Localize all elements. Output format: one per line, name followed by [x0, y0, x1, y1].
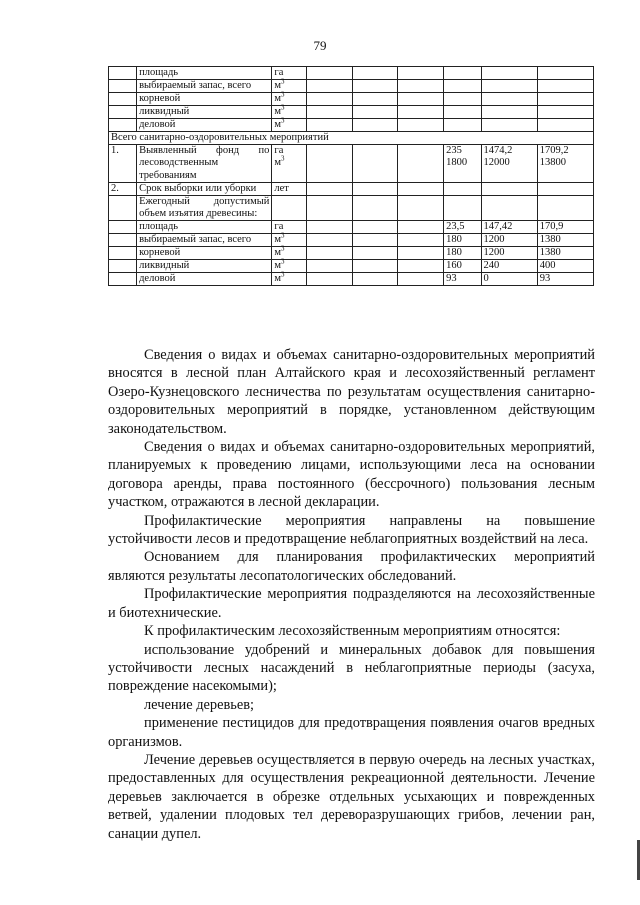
empty-cell: [352, 106, 398, 119]
empty-cell: [352, 273, 398, 286]
row-name-cell: Выявленный фонд по лесоводственным требованиям: [137, 145, 272, 182]
table-row: [109, 119, 594, 132]
empty-cell: [398, 233, 444, 246]
value-cell-2: 1200: [481, 233, 537, 246]
row-unit-cell: га: [272, 67, 306, 80]
empty-cell: [398, 220, 444, 233]
value-cell-1: 23,5: [444, 220, 481, 233]
row-number-cell: [109, 273, 137, 286]
value-cell-2: [481, 93, 537, 106]
empty-cell: [306, 273, 352, 286]
row-name-cell: ликвидный: [137, 259, 272, 272]
empty-cell: [352, 80, 398, 93]
row-name-cell: Срок выборки или уборки: [137, 182, 272, 195]
table-row-annual-volume-title: [109, 195, 594, 220]
row-name-cell: корневой: [137, 93, 272, 106]
row-unit-cell: $м^3$: [272, 93, 306, 106]
row-number-cell: [109, 93, 137, 106]
value-cell-3: 1380: [537, 246, 593, 259]
row-unit-cell: $м^3$: [272, 233, 306, 246]
empty-cell: [352, 233, 398, 246]
table-middle-rows: [109, 132, 594, 220]
value-cell-3: 400: [537, 259, 593, 272]
value-cell-2: 0: [481, 273, 537, 286]
row-number-cell: 2.: [109, 182, 137, 195]
page-number: 79: [313, 38, 327, 53]
row-number-cell: [109, 106, 137, 119]
value-cell-1: [444, 80, 481, 93]
table-row: [109, 259, 594, 272]
empty-cell: [398, 145, 444, 182]
table-row: [109, 273, 594, 286]
row-unit-cell: га: [272, 220, 306, 233]
table-top-rows: [109, 67, 594, 132]
paragraph: Лечение деревьев осуществляется в первую очередь на лесных участках, предоставленных для осуществления рекреационной деятельности. Лечение деревьев заключается в обрезке отдельных усыхающих и поврежденных ветвей, удалении плодовых тел дереворазрушающих грибов, лечении ран, санации дупел.: [108, 751, 595, 842]
value-cell-3: 1380: [537, 233, 593, 246]
value-cell-3: [537, 119, 593, 132]
row-name-cell: площадь: [137, 220, 272, 233]
paragraph: К профилактическим лесохозяйственным мероприятиям относятся:: [144, 623, 561, 640]
empty-cell: [306, 106, 352, 119]
table-row-cutting-period: [109, 182, 594, 195]
value-cell-1: 235 1800: [444, 145, 481, 182]
row-unit-cell: $м^3$: [272, 246, 306, 259]
row-name-cell: выбираемый запас, всего: [137, 233, 272, 246]
empty-cell: [398, 80, 444, 93]
row-number-cell: [109, 233, 137, 246]
row-unit-cell: [272, 145, 306, 182]
row-number-cell: [109, 220, 137, 233]
table-row: [109, 233, 594, 246]
table-row: [109, 67, 594, 80]
paragraph: Профилактические мероприятия направлены на повышение устойчивости лесов и предотвращение неблагоприятных воздействий на леса.: [108, 512, 595, 548]
value-cell-1: 180: [444, 233, 481, 246]
row-number-cell: [109, 195, 137, 220]
row-name-cell: ликвидный: [137, 106, 272, 119]
empty-cell: [352, 246, 398, 259]
row-unit-cell: $м^3$: [272, 259, 306, 272]
empty-cell: [398, 246, 444, 259]
row-name-cell: корневой: [137, 246, 272, 259]
row-name-cell: деловой: [137, 119, 272, 132]
table-row: [109, 93, 594, 106]
row-unit-cell: $м^3$: [272, 273, 306, 286]
row-unit-cell: $м^3$: [272, 106, 306, 119]
empty-cell: [398, 67, 444, 80]
table-row: [109, 246, 594, 259]
empty-cell: [352, 93, 398, 106]
value-cell-1: 180: [444, 246, 481, 259]
empty-cell: [306, 259, 352, 272]
row-number-cell: [109, 246, 137, 259]
table-row: [109, 106, 594, 119]
row-name-cell: Ежегодный допустимый объем изъятия древесины:: [137, 195, 272, 220]
empty-cell: [306, 220, 352, 233]
value-cell-2: [481, 80, 537, 93]
value-cell-3: 1709,2 13800: [537, 145, 593, 182]
row-number-cell: [109, 119, 137, 132]
empty-cell: [398, 93, 444, 106]
table-row-section-title: [109, 132, 594, 145]
value-cell-3: [537, 80, 593, 93]
empty-cell: [398, 119, 444, 132]
value-cell-2: [481, 67, 537, 80]
section-title-cell: Всего санитарно-оздоровительных мероприятий: [109, 132, 594, 145]
row-unit-cell: лет: [272, 182, 306, 195]
table-row-identified-fund: [109, 145, 594, 182]
value-cell-1: [444, 67, 481, 80]
empty-cell: [352, 220, 398, 233]
value-cell-1: [444, 106, 481, 119]
value-cell-3: [537, 67, 593, 80]
value-cell-3: [537, 106, 593, 119]
empty-cell: [352, 259, 398, 272]
paragraph: Сведения о видах и объемах санитарно-оздоровительных мероприятий, планируемых к проведению лицами, использующими леса на основании договора аренды, права постоянного (бессрочного) пользования лесным участком, отражаются в лесной декларации.: [108, 439, 595, 511]
row-number-cell: [109, 67, 137, 80]
unit-m3: $м^3$: [274, 154, 285, 169]
empty-cell: [306, 233, 352, 246]
body-text: [108, 346, 595, 843]
unit-ha: га: [274, 145, 284, 157]
paragraph: применение пестицидов для предотвращения появления очагов вредных организмов.: [108, 715, 595, 750]
empty-cell: [398, 259, 444, 272]
value-cell-2: 1200: [481, 246, 537, 259]
row-name-cell: деловой: [137, 273, 272, 286]
empty-cell: [352, 119, 398, 132]
value-cell-1: 160: [444, 259, 481, 272]
paragraph: Основанием для планирования профилактических мероприятий являются результаты лесопатологических обследований.: [108, 549, 595, 584]
value-cell-1: [444, 93, 481, 106]
row-name-cell: площадь: [137, 67, 272, 80]
row-number-cell: 1.: [109, 145, 137, 182]
row-number-cell: [109, 259, 137, 272]
table-bottom-rows: [109, 220, 594, 285]
row-unit-cell: $м^3$: [272, 80, 306, 93]
empty-cell: [306, 93, 352, 106]
value-cell-2: [481, 119, 537, 132]
value-cell-2: 147,42: [481, 220, 537, 233]
row-number-cell: [109, 80, 137, 93]
empty-cell: [398, 106, 444, 119]
empty-cell: [352, 145, 398, 182]
paragraph: Профилактические мероприятия подразделяются на лесохозяйственные и биотехнические.: [108, 586, 595, 621]
empty-cell: [352, 67, 398, 80]
empty-cell: [306, 67, 352, 80]
paragraph: использование удобрений и минеральных добавок для повышения устойчивости лесных насаждений в неблагоприятные периоды (засуха, повреждение насекомыми);: [108, 641, 595, 695]
empty-cell: [306, 246, 352, 259]
row-unit-cell: $м^3$: [272, 119, 306, 132]
value-cell-3: [537, 93, 593, 106]
forest-measures-table: [108, 66, 594, 286]
paragraph: Сведения о видах и объемах санитарно-оздоровительных мероприятий вносятся в лесной план Алтайского края и лесохозяйственный регламент Озеро-Кузнецовского лесничества по результатам осуществления санитарно-оздоровительных мероприятий в порядке, установленном действующим законодательством.: [108, 347, 595, 437]
value-cell-2: [481, 106, 537, 119]
empty-cell: [306, 119, 352, 132]
paragraph: лечение деревьев;: [144, 696, 255, 713]
empty-cell: [398, 273, 444, 286]
row-name-cell: выбираемый запас, всего: [137, 80, 272, 93]
value-cell-3: 170,9: [537, 220, 593, 233]
value-cell-1: [444, 119, 481, 132]
value-cell-3: 93: [537, 273, 593, 286]
table-row: [109, 220, 594, 233]
table-row: [109, 80, 594, 93]
empty-cell: [306, 80, 352, 93]
value-cell-2: 1474,2 12000: [481, 145, 537, 182]
value-cell-2: 240: [481, 259, 537, 272]
empty-cell: [306, 145, 352, 182]
value-cell-1: 93: [444, 273, 481, 286]
